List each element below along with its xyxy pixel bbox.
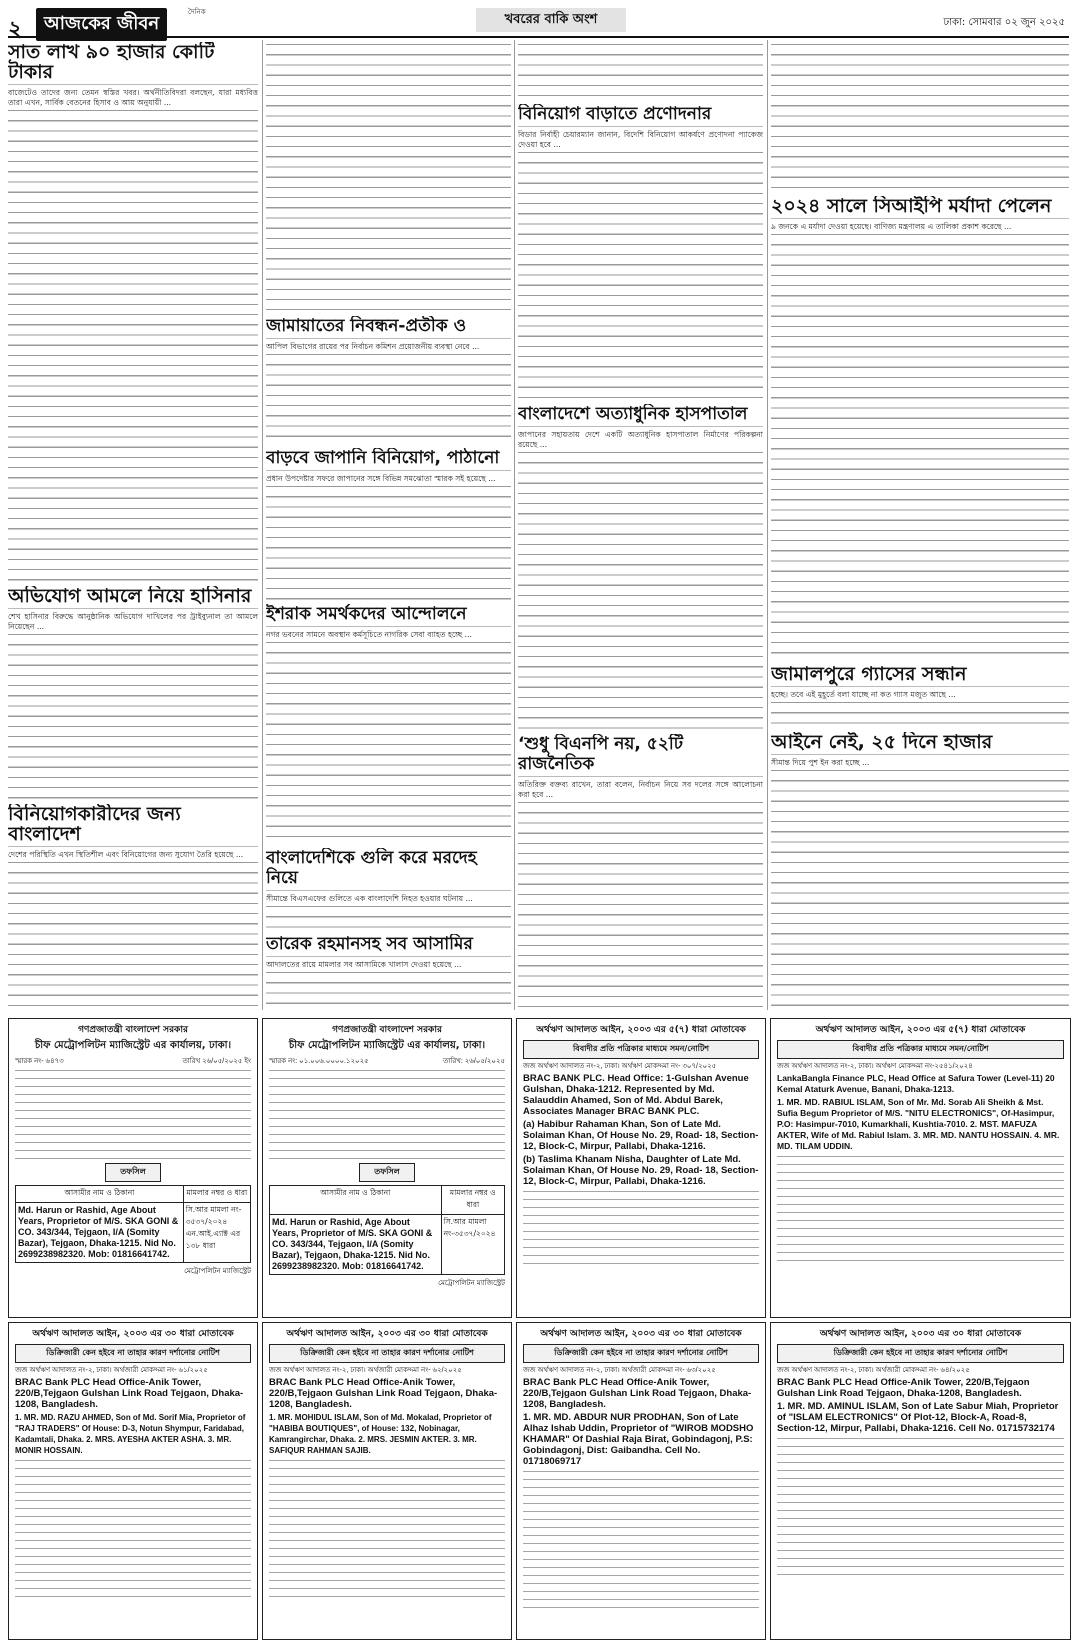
article-lead: সীমান্ত দিয়ে পুশ ইন করা হচ্ছে ... — [771, 758, 870, 767]
article-body — [266, 484, 511, 600]
ad-body — [269, 1458, 505, 1598]
court-notice-ad-3 — [516, 1018, 766, 1318]
headline: আইনে নেই, ২৫ দিনে হাজার — [771, 732, 1069, 755]
ad-heading: গণপ্রজাতন্ত্রী বাংলাদেশ সরকার — [78, 1025, 188, 1035]
ad-body — [269, 1068, 505, 1160]
ad-schedule: তফসিল — [359, 1163, 415, 1182]
ad-body — [523, 1189, 759, 1269]
ad-body — [523, 1469, 759, 1609]
article-a7 — [266, 848, 511, 930]
article-body — [518, 150, 763, 400]
ad-subheading: ডিক্রিজারী কেন হইবে না তাহার কারণ দর্শানোর নোটিশ — [15, 1344, 251, 1363]
article-body — [266, 352, 511, 444]
ad-defendant: (a) Habibur Rahaman Khan, Son of Late Md. Solaiman Khan, Of House No. 29, Road- 18, Section-12, Block-C, Mirpur, Pallabi, Dhaka-1216. — [523, 1119, 759, 1152]
article-body — [771, 700, 1069, 728]
ad-defendant: 1. MR. MD. AMINUL ISLAM, Son of Late Sabur Miah, Proprietor of "ISLAM ELECTRONICS" Of Plot-12, Block-A, Road-8, Section-12, Mirpur, Pallabi, Dhaka-1216. Cell No. 01715732174 — [777, 1401, 1059, 1434]
ad-defendant: 1. MR. MD. RAZU AHMED, Son of Md. Sorif Mia, Proprietor of "RAJ TRADERS" Of House: D-3, Notun Shympur, Faridabad, Kadamtali, Dhaka. 2. MRS. AYESHA AKTER ASHA. 3. MR. MONIR HOSSAIN. — [15, 1413, 246, 1455]
court-notice-ad-5 — [8, 1322, 258, 1640]
ad-plaintiff: BRAC Bank PLC Head Office-Anik Tower, 220/B,Tejgaon Gulshan Link Road Tejgaon, Dhaka-1208, Bangladesh. — [15, 1377, 244, 1410]
ad-subheading: চীফ মেট্রোপলিটন ম্যাজিস্ট্রেট এর কার্যালয়, ঢাকা। — [34, 1040, 232, 1051]
ad-signature: মেট্রোপলিটন ম্যাজিস্ট্রেট — [438, 1279, 505, 1287]
article-a9 — [518, 104, 763, 400]
ad-defendant: 1. MR. MD. ABDUR NUR PRODHAN, Son of Late Alhaz Ishab Uddin, Proprietor of "WIROB MODSHO KHAMAR" Of Dashial Raja Birat, Gobindagonj, P.S: Gobindagonj, Dist: Gaibandha. Cell No. 01718069717 — [523, 1412, 754, 1467]
article-a7-continued — [518, 42, 763, 100]
headline: ইশরাক সমর্থকদের আন্দোলনে — [266, 604, 511, 627]
headline: তারেক রহমানসহ সব আসামির — [266, 934, 511, 957]
case-details: সি.আর মামলা নং-৩৫৩৭/২০২৪ — [441, 1215, 504, 1275]
ad-defendant: 1. MR. MD. RABIUL ISLAM, Son of Mr. Md. Sorab Ali Sheikh & Mst. Sufia Begum Proprietor of M/S. "NITU ELECTRONICS", Of-Hasimpur, P.O: Hasimpur-7010, Kumarkhali, Kushtia-7010. 2. MST. MAFUZA AKTER, Wife of Md. Rabiul Islam. 3. MR. MD. NANTU HOSSAIN. 4. MR. MD. TILAM UDDIN. — [777, 1097, 1060, 1151]
ad-heading: অর্থঋণ আদালত আইন, ২০০৩ এর ৩০ ধারা মোতাবেক — [540, 1329, 742, 1339]
headline: বিনিয়োগ বাড়াতে প্রণোদনার — [518, 104, 763, 127]
ad-heading: গণপ্রজাতন্ত্রী বাংলাদেশ সরকার — [332, 1025, 442, 1035]
ad-heading: অর্থঋণ আদালত আইন, ২০০৩ এর ৫(৭) ধারা মোতাবেক — [815, 1025, 1026, 1035]
article-lead: দেশের পরিস্থিতি এখন স্থিতিশীল এবং বিনিয়োগের জন্য সুযোগ তৈরি হয়েছে ... — [8, 850, 244, 859]
article-a13 — [771, 664, 1069, 728]
ad-plaintiff: BRAC BANK PLC. Head Office: 1-Gulshan Avenue Gulshan, Dhaka-1212. Represented by Md. Salauddin Ahamed, Son of Md. Abdul Barek, Associates Manager BRAC BANK PLC. — [523, 1073, 749, 1117]
article-body — [8, 632, 258, 800]
article-a3 — [8, 804, 258, 1009]
ad-heading: অর্থঋণ আদালত আইন, ২০০৩ এর ৩০ ধারা মোতাবেক — [32, 1329, 234, 1339]
ad-court: জজ অর্থঋণ আদালত নং-২, ঢাকা। অর্থঋণ মোকদ্দমা নং- ৩০৭/২০২৫ — [523, 1063, 717, 1070]
article-body — [266, 640, 511, 844]
ad-ref: স্মারক নং: ০১.০০৬.০০০০.১২০২৫ — [269, 1058, 369, 1065]
article-a8 — [266, 934, 511, 1010]
ad-defendant: 1. MR. MOHIDUL ISLAM, Son of Md. Mokalad, Proprietor of "HABIBA BOUTIQUES", of House: 132, Nobinagar, Kamrangirchar, Dhaka. 2. MRS. JESMIN AKTER. 3. MR. SAFIQUR RAHMAN SAJIB. — [269, 1413, 492, 1455]
ad-subheading: বিবাদীর প্রতি পত্রিকার মাধ্যমে সমন/নোটিশ — [777, 1040, 1064, 1059]
article-lead: আপিল বিভাগের রায়ের পর নির্বাচন কমিশন প্রয়োজনীয় ব্যবস্থা নেবে ... — [266, 342, 480, 351]
logo-tag: দৈনিক — [188, 8, 206, 16]
ad-table — [15, 1185, 251, 1263]
article-body — [266, 970, 511, 1010]
ad-table — [269, 1185, 505, 1275]
table-header: আসামীর নাম ও ঠিকানা — [16, 1186, 184, 1203]
article-lead: প্রধান উপদেষ্টার সফরে জাপানের সঙ্গে বিভিন্ন সমঝোতা স্মারক সই হয়েছে ... — [266, 474, 496, 483]
article-a12 — [771, 196, 1069, 660]
table-header: আসামীর নাম ও ঠিকানা — [270, 1186, 442, 1215]
article-body — [771, 42, 1069, 192]
court-notice-ad-2 — [262, 1018, 512, 1318]
article-lead: অতিরিক্ত বক্তব্য রাখেন, তারা বলেন, নির্বাচন নিয়ে সব দলের সঙ্গে আলোচনা করা হবে ... — [518, 780, 763, 800]
ad-body — [15, 1458, 251, 1598]
headline: জামায়াতের নিবন্ধন-প্রতীক ও — [266, 316, 511, 339]
ad-subheading: চীফ মেট্রোপলিটন ম্যাজিস্ট্রেট এর কার্যালয়, ঢাকা। — [288, 1040, 486, 1051]
court-notice-ad-1 — [8, 1018, 258, 1318]
accused-details: Md. Harun or Rashid, Age About Years, Proprietor of M/S. SKA GONI & CO. 343/344, Tejgaon, I/A (Somity Bazar), Tejgaon, Dhaka-1215. Nid No. 2699238982320. Mob: 01816641742. — [16, 1203, 184, 1263]
article-a1-continued — [266, 42, 511, 310]
article-a1 — [8, 42, 258, 582]
ad-date: তারিখ: ২৬/০৫/২০২৫ — [443, 1058, 505, 1065]
newspaper-logo: আজকের জীবন — [36, 8, 167, 41]
article-lead: আদালতের রায়ে মামলার সব আসামিকে খালাস দেওয়া হয়েছে ... — [266, 960, 462, 969]
article-lead: শেখ হাসিনার বিরুদ্ধে আনুষ্ঠানিক অভিযোগ দাখিলের পর ট্রাইব্যুনাল তা আমলে নিয়েছেন ... — [8, 612, 258, 632]
ad-plaintiff: LankaBangla Finance PLC, Head Office at Safura Tower (Level-11) 20 Kemal Ataturk Avenue, Banani, Dhaka-1213. — [777, 1073, 1055, 1094]
article-body — [266, 904, 511, 930]
article-body — [8, 860, 258, 1009]
court-notice-ad-4 — [770, 1018, 1071, 1318]
accused-details: Md. Harun or Rashid, Age About Years, Proprietor of M/S. SKA GONI & CO. 343/344, Tejgaon, I/A (Somity Bazar), Tejgaon, Dhaka-1215. Nid No. 2699238982320. Mob: 01816641742. — [270, 1215, 442, 1275]
article-body — [8, 108, 258, 582]
article-lead: বিডার নির্বাহী চেয়ারম্যান জানান, বিদেশি বিনিয়োগ আকর্ষণে প্রণোদনা প্যাকেজ দেওয়া হবে ... — [518, 130, 763, 150]
headline: জামালপুরে গ্যাসের সন্ধান — [771, 664, 1069, 687]
case-details: সি.আর মামলা নং- ৩৫৩৭/২০২৪ এন.আই.এ্যাক্ট এর ১৩৮ ধারা — [183, 1203, 250, 1263]
ad-court: জজ অর্থঋণ আদালত নং-২, ঢাকা। অর্থজারী মোকদ্দমা নং- ৬৩/২০২৫ — [523, 1367, 716, 1374]
article-a11 — [518, 734, 763, 1010]
table-header: মামলার নম্বর ও ধারা — [183, 1186, 250, 1203]
ad-date: তারিখ ২৬/০৫/২০২৫ ইং — [182, 1058, 251, 1065]
article-a5 — [266, 448, 511, 600]
headline: বাংলাদেশে অত্যাধুনিক হাসপাতাল — [518, 404, 763, 427]
ad-body — [777, 1436, 1064, 1576]
article-body — [518, 450, 763, 730]
headline: অভিযোগ আমলে নিয়ে হাসিনার — [8, 586, 258, 609]
ad-court: জজ অর্থঋণ আদালত নং-২, ঢাকা। অর্থঋণ মোকদ্দমা নং-২৫৪১/২০২৪ — [777, 1063, 973, 1070]
article-lead: নগর ভবনের সামনে অবস্থান কর্মসূচিতে নাগরিক সেবা ব্যাহত হচ্ছে ... — [266, 630, 472, 639]
masthead — [8, 6, 1069, 42]
ad-subheading: ডিক্রিজারী কেন হইবে না তাহার কারণ দর্শানোর নোটিশ — [777, 1344, 1064, 1363]
article-a6 — [266, 604, 511, 844]
ad-ref: স্মারক নং- ৬৪৭৩ — [15, 1058, 64, 1065]
article-a14 — [771, 732, 1069, 1007]
ad-plaintiff: BRAC Bank PLC Head Office-Anik Tower, 220/B,Tejgaon Gulshan Link Road Tejgaon, Dhaka-1208, Bangladesh. — [777, 1377, 1030, 1399]
headline: বাংলাদেশিকে গুলি করে মরদেহ নিয়ে — [266, 848, 511, 891]
court-notice-ad-7 — [516, 1322, 766, 1640]
article-a10 — [518, 404, 763, 730]
ad-court: জজ অর্থঋণ আদালত নং-২, ঢাকা। অর্থজারী মোকদ্দমা নং- ৬৪/২০২৫ — [777, 1367, 970, 1374]
article-body — [771, 768, 1069, 1007]
article-body — [518, 800, 763, 1010]
ad-court: জজ অর্থঋণ আদালত নং-২, ঢাকা। অর্থজারী মোকদ্দমা নং- ৬১/২০২৫ — [15, 1367, 208, 1374]
ad-defendant: (b) Taslima Khanam Nisha, Daughter of Late Md. Solaiman Khan, Of House No. 29, Road- 18, Section-12, Block-C, Mirpur, Pallabi, Dhaka-1216. — [523, 1154, 759, 1187]
article-lead: বাজেটেও তাদের জন্য তেমন স্বস্তির খবর। অর্থনীতিবিদরা বলছেন, যারা মধ্যবিত্ত তারা এখন, সার্বিক বেতনের হিসাব ও আয় অনুযায়ী ... — [8, 88, 258, 108]
ad-subheading: বিবাদীর প্রতি পত্রিকার মাধ্যমে সমন/নোটিশ — [523, 1040, 759, 1059]
headline: ‘শুধু বিএনপি নয়, ৫২টি রাজনৈতিক — [518, 734, 763, 777]
ad-heading: অর্থঋণ আদালত আইন, ২০০৩ এর ৩০ ধারা মোতাবেক — [819, 1329, 1022, 1339]
ad-plaintiff: BRAC Bank PLC Head Office-Anik Tower, 220/B,Tejgaon Gulshan Link Road Tejgaon, Dhaka-1208, Bangladesh. — [269, 1377, 498, 1410]
ad-subheading: ডিক্রিজারী কেন হইবে না তাহার কারণ দর্শানোর নোটিশ — [523, 1344, 759, 1363]
article-lead: ৯ জনকে এ মর্যাদা দেওয়া হয়েছে। বাণিজ্য মন্ত্রণালয় এ তালিকা প্রকাশ করেছে ... — [771, 222, 1012, 231]
dateline: ঢাকা: সোমবার ০২ জুন ২০২৫ — [943, 17, 1065, 28]
article-lead: হচ্ছে। তবে এই মুহূর্তে বলা যাচ্ছে না কত গ্যাস মজুত আছে ... — [771, 690, 956, 699]
page-number: ২ — [8, 17, 23, 42]
ad-court: জজ অর্থঋণ আদালত নং-২, ঢাকা। অর্থজারী মোকদ্দমা নং- ৬২/২০২৫ — [269, 1367, 462, 1374]
article-body — [518, 42, 763, 100]
ad-heading: অর্থঋণ আদালত আইন, ২০০৩ এর ৫(৭) ধারা মোতাবেক — [536, 1025, 746, 1035]
headline: সাত লাখ ৯০ হাজার কোটি টাকার — [8, 42, 258, 85]
table-header: মামলার নম্বর ও ধারা — [441, 1186, 504, 1215]
ad-body — [777, 1154, 1064, 1264]
ad-schedule: তফসিল — [105, 1163, 161, 1182]
article-a2 — [8, 586, 258, 800]
article-a4 — [266, 316, 511, 444]
headline: ২০২৪ সালে সিআইপি মর্যাদা পেলেন — [771, 196, 1069, 219]
headline: বিনিয়োগকারীদের জন্য বাংলাদেশ — [8, 804, 258, 847]
article-body — [771, 232, 1069, 660]
article-lead: জাপানের সহায়তায় দেশে একটি অত্যাধুনিক হাসপাতাল নির্মাণের পরিকল্পনা রয়েছে ... — [518, 430, 763, 450]
ad-heading: অর্থঋণ আদালত আইন, ২০০৩ এর ৩০ ধারা মোতাবেক — [286, 1329, 488, 1339]
article-a11-continued — [771, 42, 1069, 192]
court-notice-ad-8 — [770, 1322, 1071, 1640]
ad-body — [15, 1068, 251, 1160]
ad-subheading: ডিক্রিজারী কেন হইবে না তাহার কারণ দর্শানোর নোটিশ — [269, 1344, 505, 1363]
section-banner: খবরের বাকি অংশ — [476, 8, 626, 32]
article-lead: সীমান্তে বিএসএফের গুলিতে এক বাংলাদেশি নিহত হওয়ার ঘটনায় ... — [266, 894, 473, 903]
ad-signature: মেট্রোপলিটন ম্যাজিস্ট্রেট — [184, 1267, 251, 1275]
article-body — [266, 42, 511, 310]
court-notice-ad-6 — [262, 1322, 512, 1640]
ad-plaintiff: BRAC Bank PLC Head Office-Anik Tower, 220/B,Tejgaon Gulshan Link Road Tejgaon, Dhaka-1208, Bangladesh. — [523, 1377, 752, 1410]
headline: বাড়বে জাপানি বিনিয়োগ, পাঠানো — [266, 448, 511, 471]
